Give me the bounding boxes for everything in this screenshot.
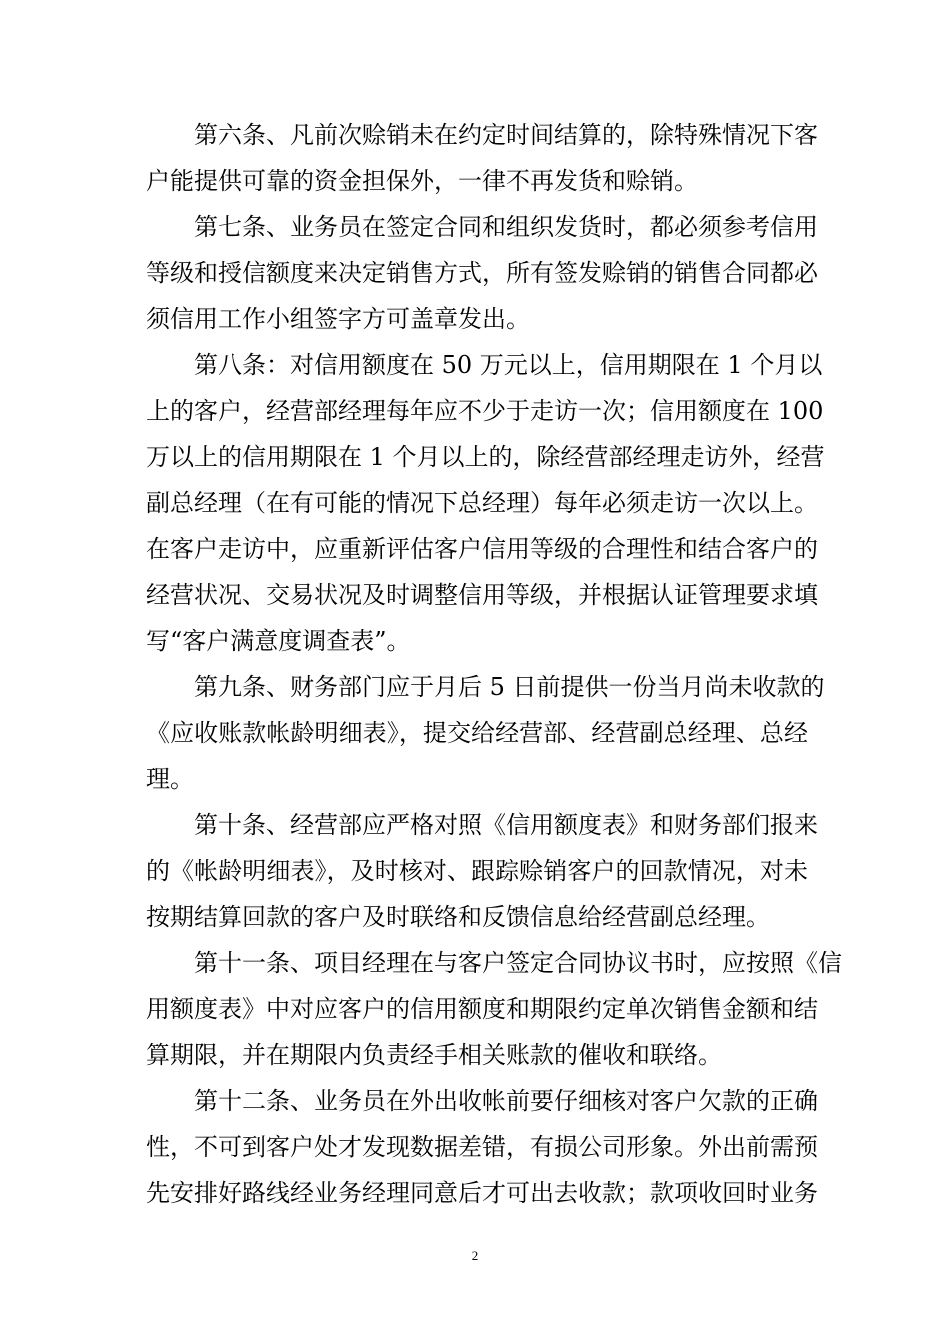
paragraph-line: 用额度表》中对应客户的信用额度和期限约定单次销售金额和结 xyxy=(146,995,818,1023)
paragraph-line: 写“客户满意度调查表”。 xyxy=(146,627,411,655)
paragraph-line: 万以上的信用期限在 1 个月以上的，除经营部经理走访外，经营 xyxy=(146,443,825,471)
paragraph-line: 《应收账款帐龄明细表》，提交给经营部、经营副总经理、总经 xyxy=(146,719,808,747)
paragraph-line: 按期结算回款的客户及时联络和反馈信息给经营副总经理。 xyxy=(146,903,770,931)
paragraph-line: 第十一条、项目经理在与客户签定合同协议书时，应按照《信 xyxy=(194,949,842,977)
paragraph-line: 户能提供可靠的资金担保外，一律不再发货和赊销。 xyxy=(146,167,698,195)
paragraph-line: 第十条、经营部应严格对照《信用额度表》和财务部们报来 xyxy=(194,811,818,839)
paragraph-line: 第七条、业务员在签定合同和组织发货时，都必须参考信用 xyxy=(194,213,818,241)
paragraph-line: 理。 xyxy=(146,765,194,793)
paragraph-line: 副总经理（在有可能的情况下总经理）每年必须走访一次以上。 xyxy=(146,489,818,517)
paragraph-line: 第九条、财务部门应于月后 5 日前提供一份当月尚未收款的 xyxy=(194,673,825,701)
paragraph-line: 须信用工作小组签字方可盖章发出。 xyxy=(146,305,530,333)
paragraph-line: 第十二条、业务员在外出收帐前要仔细核对客户欠款的正确 xyxy=(194,1087,818,1115)
paragraph-line: 等级和授信额度来决定销售方式，所有签发赊销的销售合同都必 xyxy=(146,259,818,287)
paragraph-line: 第八条：对信用额度在 50 万元以上，信用期限在 1 个月以 xyxy=(194,351,823,379)
paragraph-line: 上的客户，经营部经理每年应不少于走访一次；信用额度在 100 xyxy=(146,397,824,425)
paragraph-line: 第六条、凡前次赊销未在约定时间结算的，除特殊情况下客 xyxy=(194,121,818,149)
paragraph-line: 性，不可到客户处才发现数据差错，有损公司形象。外出前需预 xyxy=(146,1133,818,1161)
paragraph-line: 在客户走访中，应重新评估客户信用等级的合理性和结合客户的 xyxy=(146,535,818,563)
page-number: 2 xyxy=(471,1248,479,1263)
paragraph-line: 的《帐龄明细表》，及时核对、跟踪赊销客户的回款情况，对未 xyxy=(146,857,808,885)
paragraph-line: 经营状况、交易状况及时调整信用等级，并根据认证管理要求填 xyxy=(146,581,818,609)
paragraph-line: 先安排好路线经业务经理同意后才可出去收款；款项收回时业务 xyxy=(146,1179,818,1207)
paragraph-line: 算期限，并在期限内负责经手相关账款的催收和联络。 xyxy=(146,1041,722,1069)
